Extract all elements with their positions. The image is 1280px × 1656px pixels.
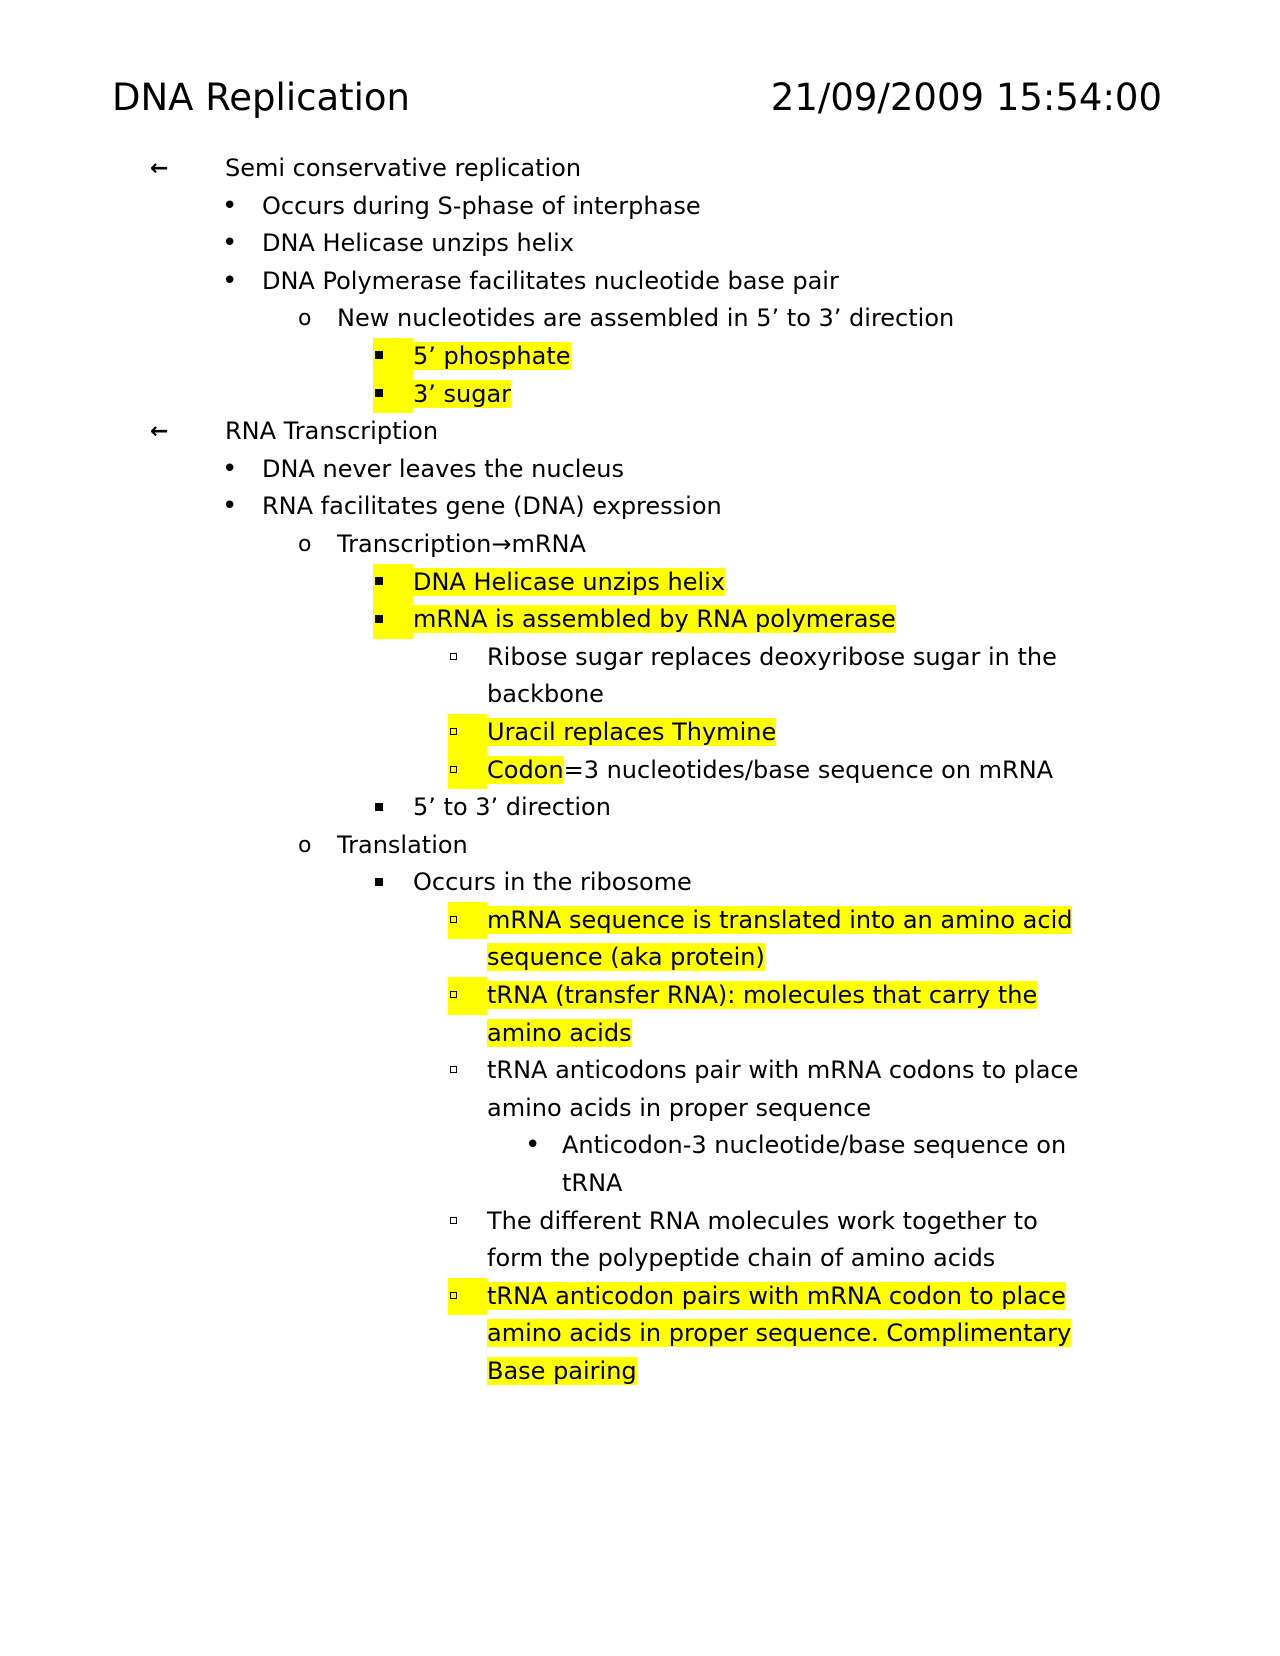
outline-o-marker: o [298, 531, 312, 557]
outline-line [0, 488, 1280, 526]
outline-item-label: amino acids in proper sequence. Complimentary [487, 1319, 1072, 1348]
outline-item-label: DNA never leaves the nucleus [262, 454, 624, 483]
outline-item-label: 5’ to 3’ direction [413, 793, 611, 822]
outline-line [0, 263, 1280, 301]
outline-item-label: mRNA sequence is translated into an amino acid [487, 905, 1073, 934]
square-hollow-icon [448, 752, 487, 790]
outline-line [0, 1353, 1280, 1391]
outline-line [0, 827, 1280, 865]
outline-item-label: Semi conservative replication [225, 154, 582, 182]
outline-text [487, 676, 604, 714]
outline-text [413, 564, 725, 602]
outline-line [0, 564, 1280, 602]
outline-item-label: RNA facilitates gene (DNA) expression [262, 492, 722, 521]
outline-item-label: Anticodon-3 nucleotide/base sequence on [562, 1131, 1067, 1160]
outline-item-label: Uracil replaces Thymine [487, 717, 777, 746]
outline-item-label: 5’ phosphate [413, 341, 571, 370]
outline-item-label: Translation [337, 830, 468, 859]
outline-item-label: Transcription→mRNA [337, 529, 586, 558]
outline-line [0, 1203, 1280, 1241]
square-hollow-icon [448, 1278, 487, 1316]
square-filled-icon [375, 864, 383, 902]
outline-item-label: Occurs in the ribosome [413, 868, 692, 897]
outline-item-label: form the polypeptide chain of amino acids [487, 1244, 996, 1273]
bullet-icon: • [222, 228, 238, 259]
outline-item-label: New nucleotides are assembled in 5’ to 3’ direction [337, 304, 955, 333]
outline-item-label: amino acids [487, 1018, 632, 1047]
bullet-icon: • [525, 1130, 541, 1161]
outline-item-rest: =3 nucleotides/base sequence on mRNA [563, 755, 1054, 784]
bullet-icon: • [222, 491, 238, 522]
outline-line [0, 902, 1280, 940]
square-hollow-icon [448, 902, 487, 940]
outline-text [413, 601, 896, 639]
outline-text [487, 1015, 632, 1053]
outline-line [0, 939, 1280, 977]
outline-text [487, 714, 776, 752]
square-hollow-icon [448, 714, 487, 752]
outline-line [0, 789, 1280, 827]
outline-text [487, 1052, 1078, 1090]
outline-text [337, 300, 954, 338]
outline-o-marker: o [298, 306, 312, 332]
outline-text [337, 526, 586, 564]
outline-line [0, 376, 1280, 414]
outline-line [0, 714, 1280, 752]
square-hollow-icon [450, 639, 457, 677]
outline-line [0, 1015, 1280, 1053]
outline-text [487, 1315, 1071, 1353]
outline-line [0, 1090, 1280, 1128]
outline-item-label: Base pairing [487, 1357, 637, 1385]
outline-item-label: 3’ sugar [413, 379, 512, 408]
outline-text [413, 789, 611, 827]
square-filled-icon [375, 789, 383, 827]
outline-text [225, 413, 438, 451]
outline-text [487, 639, 1057, 677]
outline-item-label: Ribose sugar replaces deoxyribose sugar in the [487, 642, 1057, 671]
outline-line [0, 752, 1280, 790]
outline-text [413, 864, 692, 902]
outline-item-label: Codon [487, 755, 564, 784]
timestamp: 21/09/2009 15:54:00 [770, 76, 1162, 119]
outline-item-label: RNA Transcription [225, 417, 439, 446]
square-hollow-icon [450, 1052, 457, 1090]
outline-text [487, 1240, 995, 1278]
outline-text [487, 1278, 1066, 1316]
outline-item-label: backbone [487, 680, 604, 709]
outline-item-label: amino acids in proper sequence [487, 1093, 872, 1122]
outline-line [0, 1315, 1280, 1353]
outline-text [562, 1165, 622, 1203]
page-title: DNA Replication [112, 76, 410, 119]
document-header [112, 73, 1162, 123]
outline-text [562, 1127, 1066, 1165]
outline-line [0, 300, 1280, 338]
bullet-icon: • [222, 190, 238, 221]
outline-line [0, 1165, 1280, 1203]
outline-line [0, 1127, 1280, 1165]
outline-text [487, 902, 1072, 940]
outline-text [262, 451, 624, 489]
outline-line [0, 413, 1280, 451]
outline-line [0, 864, 1280, 902]
outline-item-label: Occurs during S-phase of interphase [262, 191, 701, 220]
outline-text [225, 150, 581, 188]
outline-line [0, 601, 1280, 639]
outline-list [0, 150, 1280, 1391]
outline-text [413, 338, 571, 376]
outline-text [337, 827, 468, 865]
outline-text [413, 376, 511, 414]
outline-text [487, 1353, 637, 1391]
outline-text [262, 488, 722, 526]
outline-text [262, 225, 574, 263]
bullet-icon: • [222, 265, 238, 296]
arrow-left-icon: ← [150, 419, 169, 445]
outline-item-label: tRNA anticodon pairs with mRNA codon to place [487, 1281, 1066, 1310]
outline-item-label: DNA Polymerase facilitates nucleotide base pair [262, 266, 839, 295]
square-hollow-icon [448, 977, 487, 1015]
outline-text [487, 752, 1053, 790]
outline-line [0, 1278, 1280, 1316]
outline-item-label: DNA Helicase unzips helix [413, 567, 725, 596]
outline-text [262, 263, 839, 301]
outline-item-label: tRNA [562, 1169, 623, 1198]
square-filled-icon [373, 376, 413, 414]
arrow-left-icon: ← [150, 156, 169, 181]
outline-text [487, 939, 765, 977]
outline-item-label: tRNA (transfer RNA): molecules that carry the [487, 981, 1038, 1010]
square-filled-icon [373, 601, 413, 639]
outline-line [0, 1240, 1280, 1278]
outline-text [262, 188, 701, 226]
outline-text [487, 977, 1037, 1015]
outline-line [0, 977, 1280, 1015]
square-filled-icon [373, 564, 413, 602]
outline-line [0, 526, 1280, 564]
outline-item-label: DNA Helicase unzips helix [262, 229, 574, 258]
square-hollow-icon [450, 1203, 457, 1241]
outline-o-marker: o [298, 832, 312, 858]
outline-line [0, 451, 1280, 489]
outline-line [0, 338, 1280, 376]
outline-item-label: sequence (aka protein) [487, 943, 765, 972]
outline-line [0, 225, 1280, 263]
outline-line [0, 150, 1280, 188]
outline-item-label: tRNA anticodons pair with mRNA codons to place [487, 1056, 1079, 1085]
outline-item-label: mRNA is assembled by RNA polymerase [413, 605, 896, 634]
outline-line [0, 639, 1280, 677]
outline-line [0, 1052, 1280, 1090]
outline-line [0, 188, 1280, 226]
square-filled-icon [373, 338, 413, 376]
outline-item-label: The different RNA molecules work together to [487, 1206, 1038, 1235]
outline-line [0, 676, 1280, 714]
outline-text [487, 1090, 871, 1128]
bullet-icon: • [222, 453, 238, 484]
outline-text [487, 1203, 1038, 1241]
